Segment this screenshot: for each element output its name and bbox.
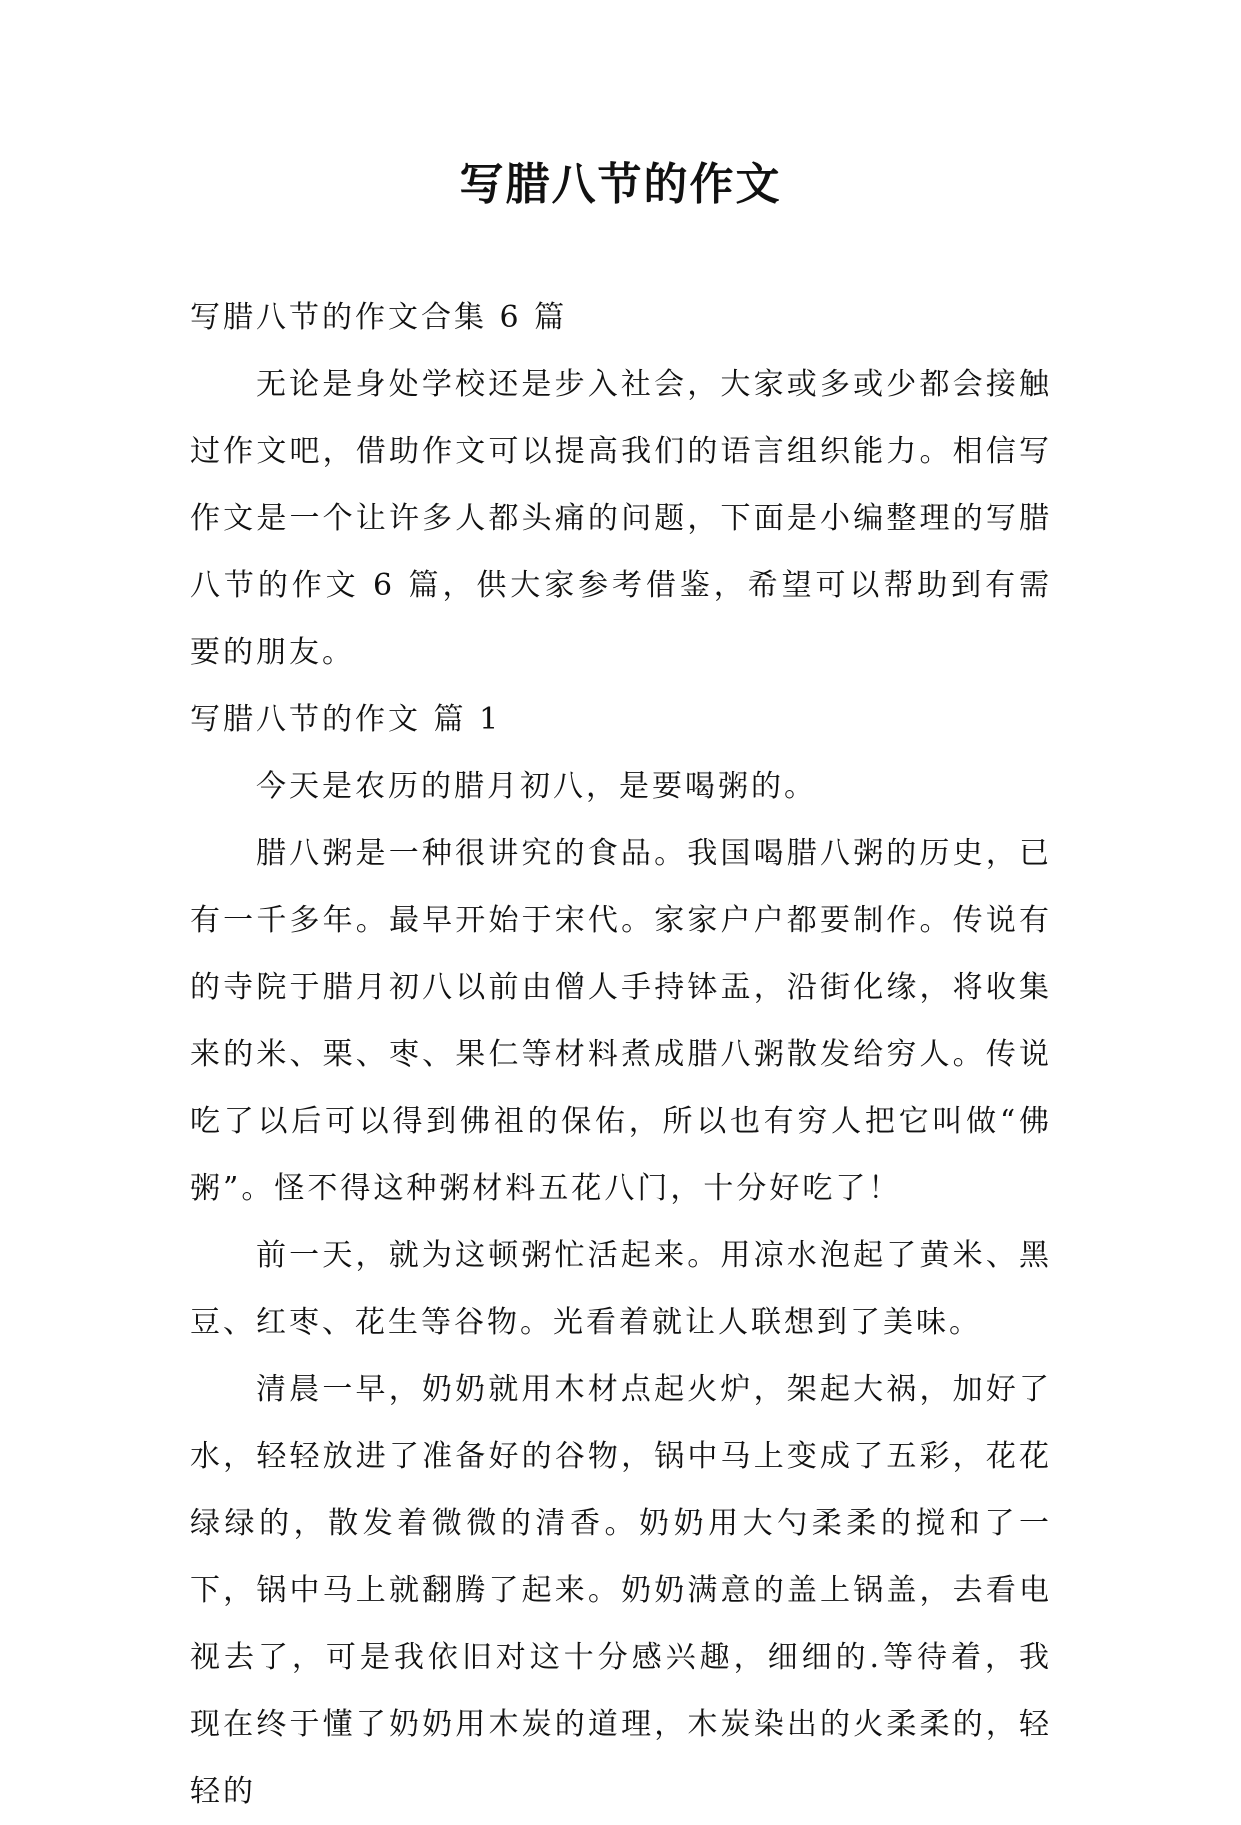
paragraph: 腊八粥是一种很讲究的食品。我国喝腊八粥的历史，已有一千多年。最早开始于宋代。家家户户都要制作。传说有的寺院于腊月初八以前由僧人手持钵盂，沿街化缘，将收集来的米、栗、枣、果仁等材料煮成腊八粥散发给穷人。传说吃了以后可以得到佛祖的保佑，所以也有穷人把它叫做“佛粥”。怪不得这种粥材料五花八门，十分好吃了！ (190, 836, 1052, 1206)
paragraph: 前一天，就为这顿粥忙活起来。用凉水泡起了黄米、黑豆、红枣、花生等谷物。光看着就让人联想到了美味。 (190, 1238, 1052, 1340)
intro-paragraph: 无论是身处学校还是步入社会，大家或多或少都会接触过作文吧，借助作文可以提高我们的语言组织能力。相信写作文是一个让许多人都头痛的问题，下面是小编整理的写腊八节的作文 6 篇，供大家参考借鉴，希望可以帮助到有需要的朋友。 (190, 367, 1052, 670)
page-title: 写腊八节的作文 (459, 159, 782, 210)
section-heading: 写腊八节的作文 篇 1 (190, 702, 502, 737)
paragraph: 今天是农历的腊月初八，是要喝粥的。 (256, 769, 817, 804)
paragraph: 清晨一早，奶奶就用木材点起火炉，架起大祸，加好了水，轻轻放进了准备好的谷物，锅中马上变成了五彩，花花绿绿的，散发着微微的清香。奶奶用大勺柔柔的搅和了一下，锅中马上就翻腾了起来。奶奶满意的盖上锅盖，去看电视去了，可是我依旧对这十分感兴趣，细细的.等待着，我现在终于懂了奶奶用木炭的道理，木炭染出的火柔柔的，轻轻的 (190, 1372, 1052, 1809)
collection-heading: 写腊八节的作文合集 6 篇 (190, 300, 568, 335)
document-body (190, 284, 1052, 1825)
